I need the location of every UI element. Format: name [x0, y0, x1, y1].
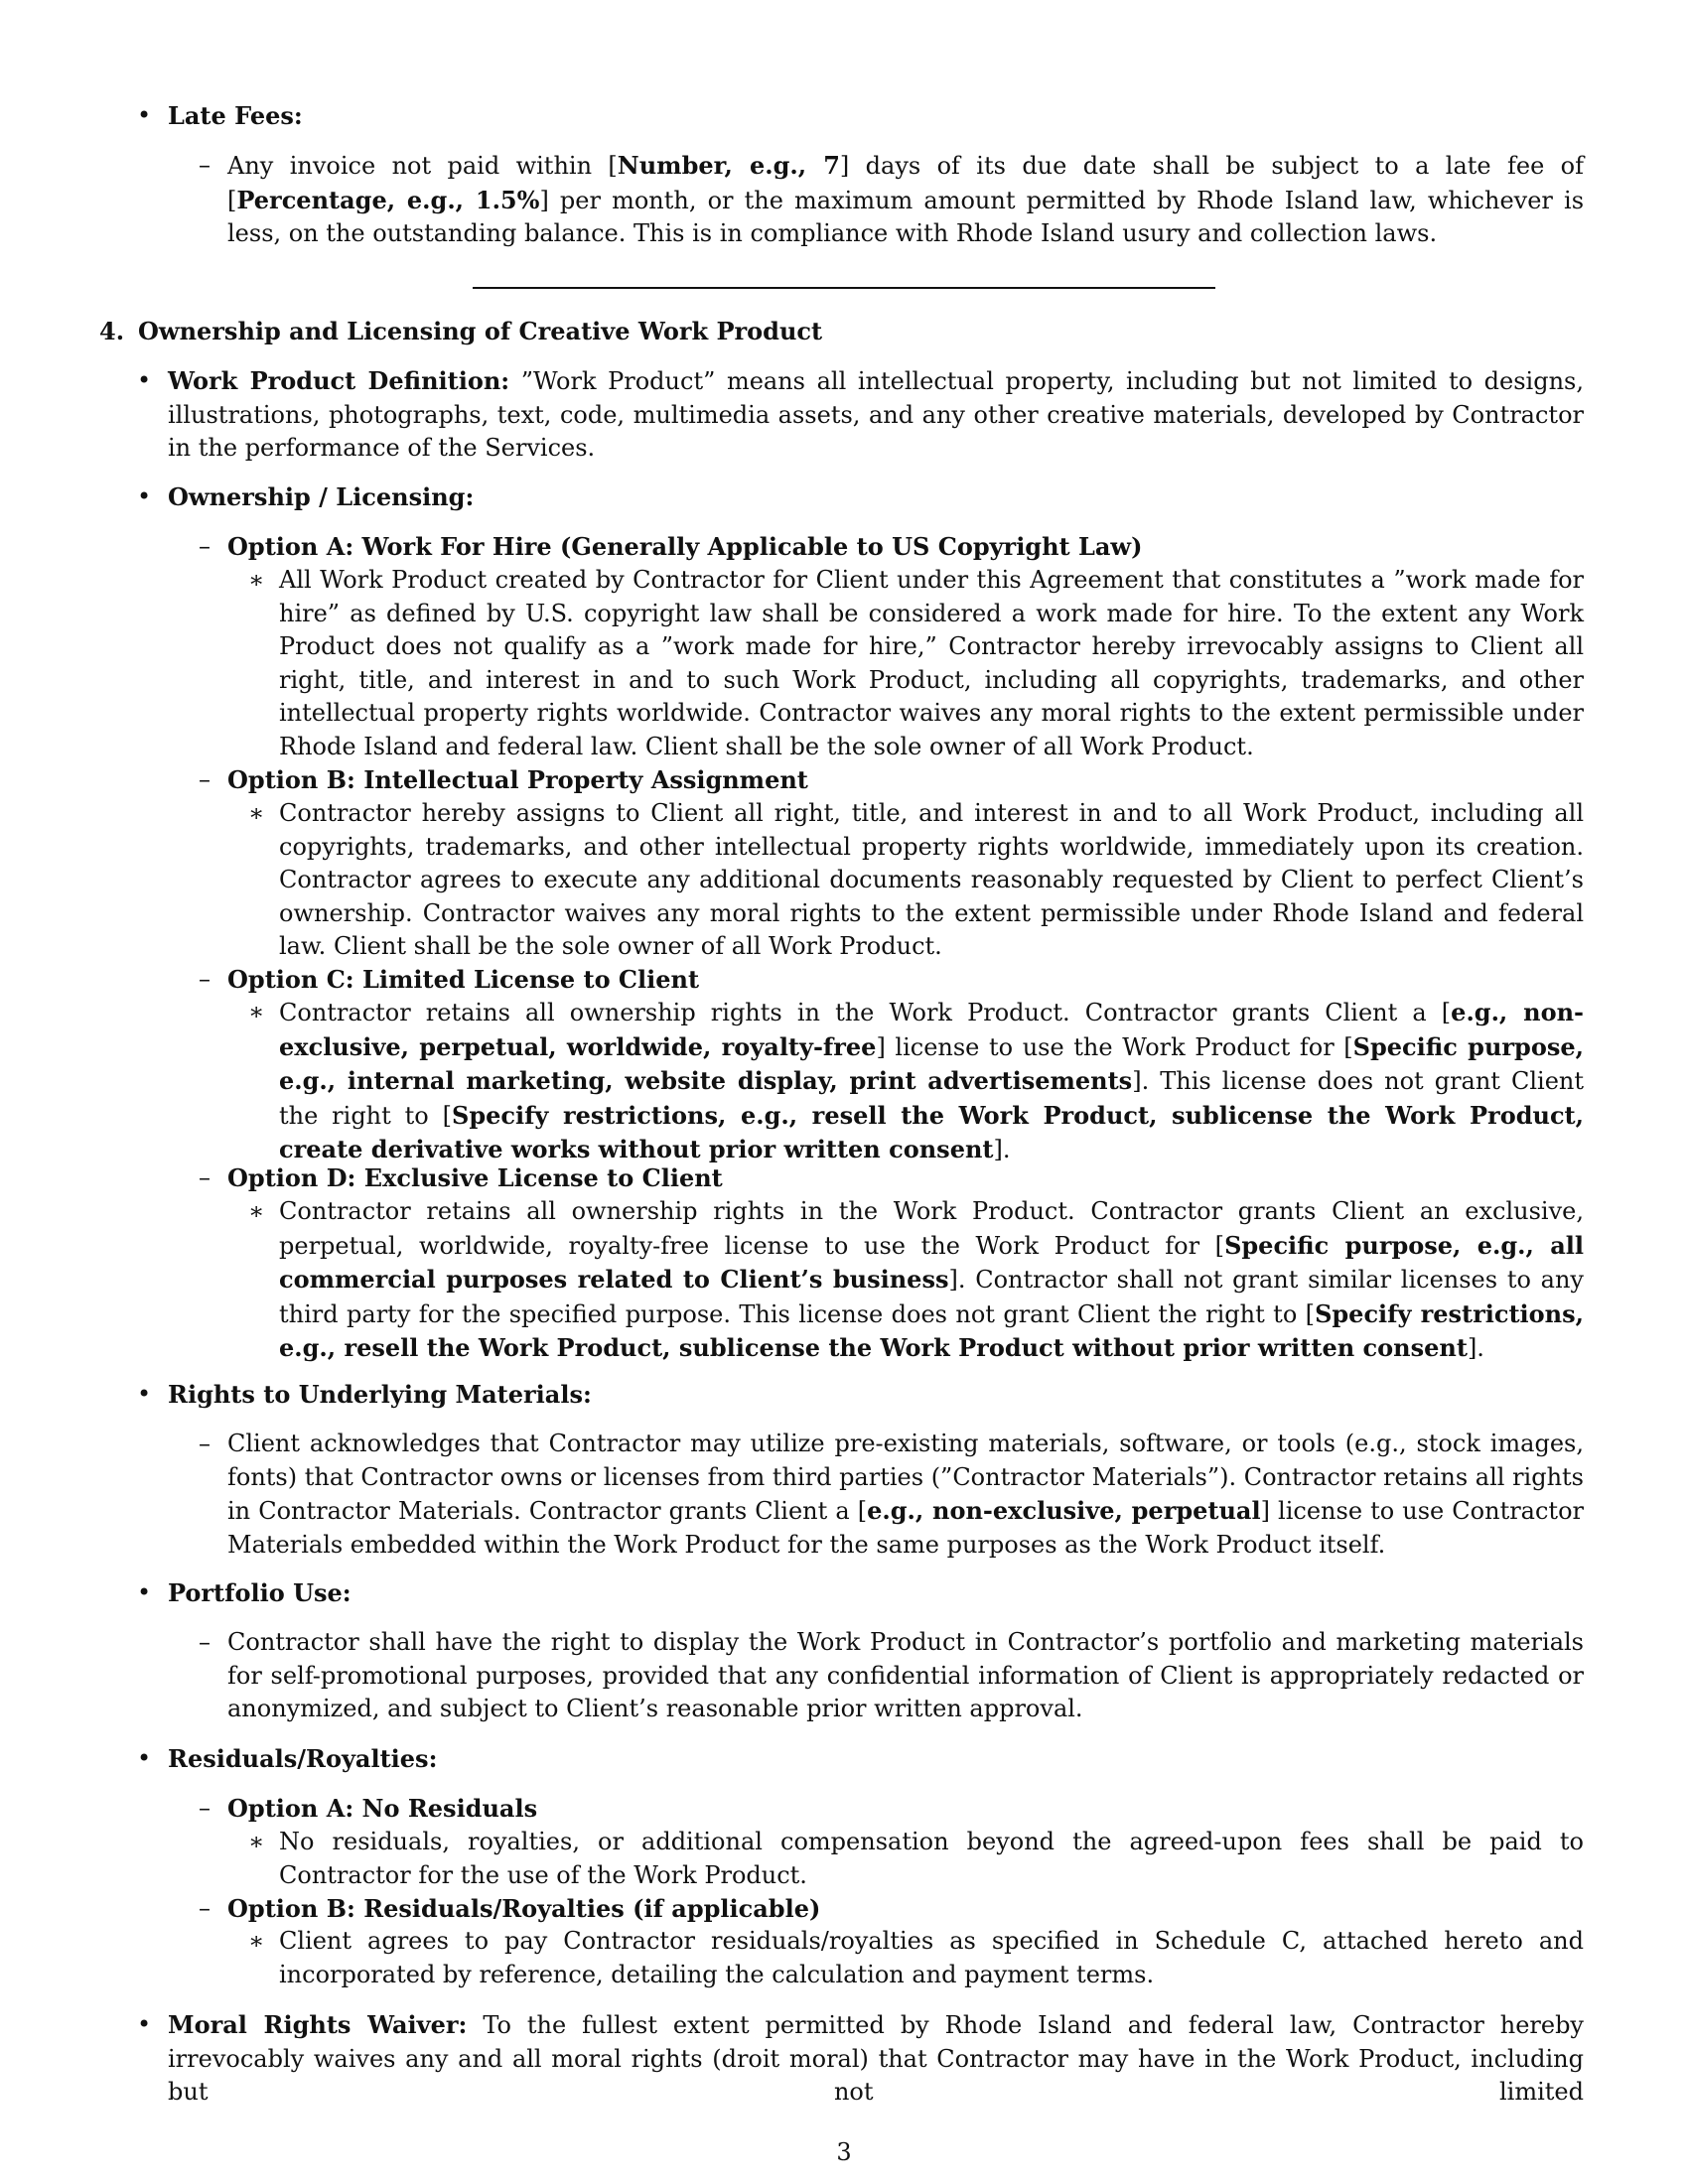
star: ∗ [248, 566, 265, 594]
dash: – [199, 765, 211, 793]
late-fees-text: Any invoice not paid within [Number, e.g., 7] days of its due date shall be subject to a late fee of [Percentage, e.g., 1.5%] per month, or the maximum amount permitted by Rhode Island law, whichever is less, on the outstanding balance. This is in compliance with Rhode Island usury and collection laws. [227, 151, 1585, 248]
option-d-title: Option D: Exclusive License to Client [227, 1163, 723, 1192]
page-number: 3 [836, 2138, 852, 2166]
star: ∗ [248, 1927, 265, 1955]
section-title: Ownership and Licensing of Creative Work Product [138, 317, 823, 345]
bullet: • [137, 1744, 152, 1772]
star: ∗ [248, 1197, 265, 1225]
portfolio-text: Contractor shall have the right to display the Work Product in Contractor’s portfolio and marketing materials for self-promotional purposes, provided that any confidential information of Client is appropriately redacted or anonymized, and subject to Client’s reasonable prior written approval. [227, 1628, 1584, 1723]
option-c-text: Contractor retains all ownership rights in the Work Product. Contractor grants Client a [e.g., non-exclusive, perpetual, worldwide, royalty-free] license to use the Work Product for [Specific purpose, e.g., internal marketing, website display, print advertisements]. This license does not grant Client the right to [Specify restrictions, e.g., resell the Work Product, sublicense the Work Product, create derivative works without prior written consent]. [279, 998, 1585, 1164]
late-fees-label: Late Fees: [168, 101, 303, 130]
underlying-materials-text: Client acknowledges that Contractor may utilize pre-existing materials, software, or tools (e.g., stock images, fonts) that Contractor owns or licenses from third parties (”Contractor Materials”). Contractor retains all rights in Contractor Materials. Contractor grants Client a [e.g., non-exclusive, perpetual] license to use Contractor Materials embedded within the Work Product for the same purposes as the Work Product itself. [227, 1430, 1585, 1559]
dash: – [199, 532, 211, 560]
underlying-materials-label: Rights to Underlying Materials: [168, 1380, 592, 1409]
portfolio-label: Portfolio Use: [168, 1578, 352, 1607]
residuals-option-a-title: Option A: No Residuals [227, 1794, 538, 1823]
dash: – [199, 1894, 211, 1922]
bullet: • [137, 366, 152, 394]
option-d-text: Contractor retains all ownership rights in the Work Product. Contractor grants Client an exclusive, perpetual, worldwide, royalty-free license to use the Work Product for [Specific purpose, e.g., all commercial purposes related to Client’s business]. Contractor shall not grant similar licenses to any third party for the specified purpose. This license does not grant Client the right to [Specify restrictions, e.g., resell the Work Product, sublicense the Work Product without prior written consent]. [279, 1197, 1585, 1363]
horizontal-rule [473, 287, 1215, 289]
dash: – [199, 965, 211, 993]
work-product-definition: Work Product Definition: ”Work Product” means all intellectual property, including but not limited to designs, illustrations, photographs, text, code, multimedia assets, and any other creative materials, developed by Contractor in the performance of the Services. [168, 366, 1584, 463]
option-a-title: Option A: Work For Hire (Generally Applicable to US Copyright Law) [227, 532, 1143, 561]
option-b-title: Option B: Intellectual Property Assignment [227, 765, 808, 794]
bullet: • [137, 2010, 152, 2038]
residuals-option-b-text: Client agrees to pay Contractor residuals/royalties as specified in Schedule C, attached hereto and incorporated by reference, detailing the calculation and payment terms. [279, 1927, 1584, 1988]
option-a-text: All Work Product created by Contractor for Client under this Agreement that constitutes a ”work made for hire” as defined by U.S. copyright law shall be considered a work made for hire. To the extent any Work Product does not qualify as a ”work made for hire,” Contractor hereby irrevocably assigns to Client all right, title, and interest in and to such Work Product, including all copyrights, trademarks, and other intellectual property rights worldwide. Contractor waives any moral rights to the extent permissible under Rhode Island and federal law. Client shall be the sole owner of all Work Product. [279, 566, 1584, 760]
star: ∗ [248, 998, 265, 1025]
residuals-label: Residuals/Royalties: [168, 1744, 438, 1773]
section-number: 4. [99, 317, 125, 345]
star: ∗ [248, 799, 265, 827]
option-b-text: Contractor hereby assigns to Client all right, title, and interest in and to all Work Product, including all copyrights, trademarks, and other intellectual property rights worldwide, immediately upon its creation. Contractor agrees to execute any additional documents reasonably requested by Client to perfect Client’s ownership. Contractor waives any moral rights to the extent permissible under Rhode Island and federal law. Client shall be the sole owner of all Work Product. [279, 799, 1584, 961]
ownership-label: Ownership / Licensing: [168, 482, 475, 511]
bullet: • [137, 1380, 152, 1408]
residuals-option-b-title: Option B: Residuals/Royalties (if applicable) [227, 1894, 821, 1923]
moral-rights-waiver: Moral Rights Waiver: To the fullest extent permitted by Rhode Island and federal law, Contractor hereby irrevocably waives any and all moral rights (droit moral) that Contractor may have in the Work Product, including but not limited [168, 2010, 1584, 2107]
dash: – [199, 1163, 211, 1191]
star: ∗ [248, 1828, 265, 1855]
bullet: • [137, 1578, 152, 1606]
dash: – [199, 1430, 211, 1457]
option-c-title: Option C: Limited License to Client [227, 965, 700, 994]
dash: – [199, 1628, 211, 1656]
dash: – [199, 151, 211, 179]
bullet: • [137, 482, 152, 510]
bullet: • [137, 101, 152, 129]
dash: – [199, 1794, 211, 1822]
residuals-option-a-text: No residuals, royalties, or additional compensation beyond the agreed-upon fees shall be paid to Contractor for the use of the Work Product. [279, 1828, 1584, 1889]
